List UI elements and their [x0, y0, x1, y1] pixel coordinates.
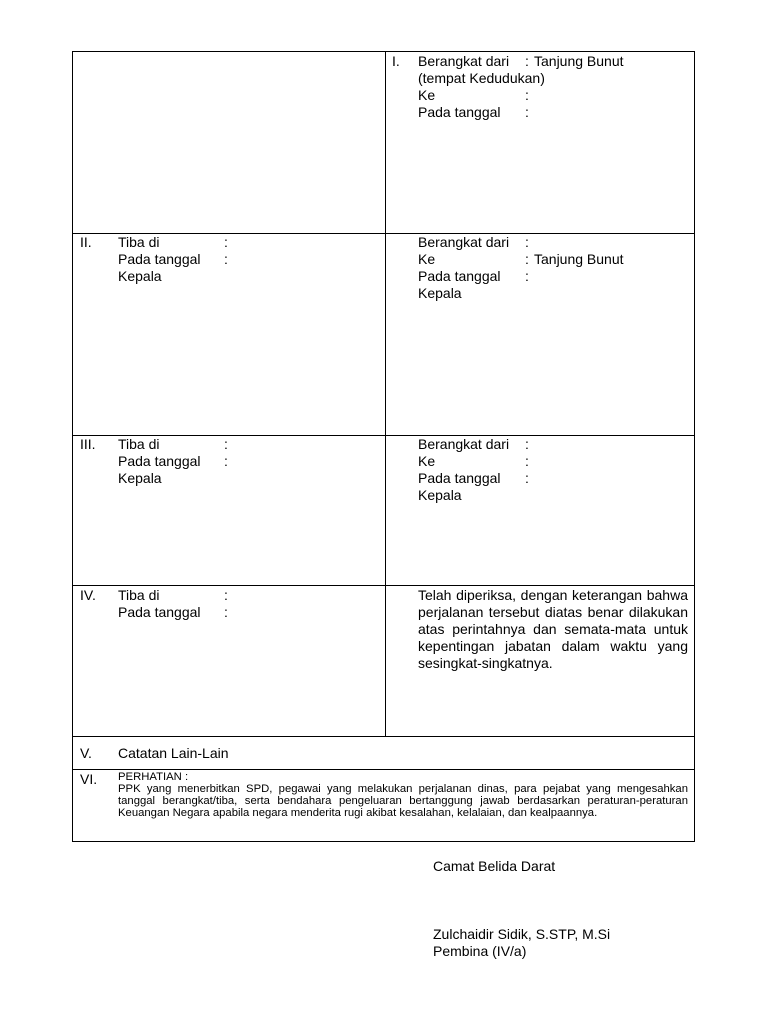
tiba-label: Tiba di	[118, 436, 160, 452]
perhatian-heading: PERHATIAN :	[118, 771, 189, 783]
tanggal-row	[418, 470, 688, 487]
signature-rank: Pembina (IV/a)	[433, 943, 527, 959]
perhatian-text: PPK yang menerbitkan SPD, pegawai yang melakukan perjalanan dinas, para pejabat yang mengesahkan tanggal berangkat/tiba, serta bendahara pengeluaran bertanggung jawab berdasarkan peraturan-peraturan Keuangan Negara apabila negara menderita rugi akibat kesalahan, kelalaian, dan kealpaannya.	[118, 783, 688, 819]
column-divider	[385, 51, 386, 737]
colon: :	[224, 234, 228, 250]
colon: :	[224, 587, 228, 603]
berangkat-row	[418, 234, 688, 251]
kepala-label: Kepala	[118, 268, 162, 284]
section-number: VI.	[80, 771, 98, 787]
tempat-row	[418, 70, 688, 87]
catatan-title: Catatan Lain-Lain	[118, 745, 229, 761]
row-divider-4	[72, 736, 695, 737]
colon: :	[224, 251, 228, 267]
tanggal-label: Pada tanggal	[418, 104, 501, 120]
section-number: II.	[80, 234, 92, 250]
tanggal-label: Pada tanggal	[418, 470, 501, 486]
tiba-row	[118, 234, 378, 251]
colon: :	[525, 53, 529, 69]
kepala-row	[418, 487, 688, 504]
colon: :	[525, 268, 529, 284]
kepala-label: Kepala	[118, 470, 162, 486]
ke-row	[418, 87, 688, 104]
colon: :	[525, 251, 529, 267]
tanggal-row	[118, 453, 378, 470]
colon: :	[224, 436, 228, 452]
signature-position: Camat Belida Darat	[433, 858, 556, 874]
tanggal-label: Pada tanggal	[418, 268, 501, 284]
section-number: I.	[392, 53, 400, 69]
berangkat-row	[418, 436, 688, 453]
spd-form-table	[72, 51, 695, 842]
colon: :	[525, 470, 529, 486]
kepala-row	[418, 285, 688, 302]
berangkat-value: Tanjung Bunut	[534, 53, 624, 69]
tanggal-row	[418, 104, 688, 121]
ke-label: Ke	[418, 251, 436, 267]
colon: :	[224, 453, 228, 469]
section-number: V.	[80, 745, 92, 761]
tiba-row	[118, 587, 378, 604]
tanggal-label: Pada tanggal	[118, 251, 201, 267]
ke-label: Ke	[418, 453, 436, 469]
tanggal-row	[118, 251, 378, 268]
row-divider-3	[72, 585, 695, 586]
colon: :	[525, 453, 529, 469]
kepala-label: Kepala	[418, 285, 462, 301]
tempat-label: (tempat Kedudukan)	[418, 70, 545, 86]
table-border-right	[694, 51, 695, 842]
colon: :	[525, 104, 529, 120]
ke-value: Tanjung Bunut	[534, 251, 624, 267]
tiba-label: Tiba di	[118, 234, 160, 250]
kepala-row	[118, 470, 378, 487]
kepala-label: Kepala	[418, 487, 462, 503]
ke-label: Ke	[418, 87, 436, 103]
table-border-top	[72, 51, 695, 52]
colon: :	[525, 87, 529, 103]
tiba-row	[118, 436, 378, 453]
berangkat-label: Berangkat dari	[418, 436, 510, 452]
tanggal-label: Pada tanggal	[118, 604, 201, 620]
colon: :	[224, 604, 228, 620]
tanggal-label: Pada tanggal	[118, 453, 201, 469]
table-border-bottom	[72, 841, 695, 842]
berangkat-row	[418, 53, 688, 70]
section-number: IV.	[80, 587, 96, 603]
ke-row	[418, 453, 688, 470]
section-number: III.	[80, 436, 96, 452]
tiba-label: Tiba di	[118, 587, 160, 603]
section-4-right	[418, 587, 688, 672]
signature-name: Zulchaidir Sidik, S.STP, M.Si	[433, 926, 611, 942]
colon: :	[525, 234, 529, 250]
kepala-row	[118, 268, 378, 285]
ke-row	[418, 251, 688, 268]
verification-statement: Telah diperiksa, dengan keterangan bahwa perjalanan tersebut diatas benar dilakukan atas perintahnya dan semata-mata untuk kepentingan jabatan dalam waktu yang sesingkat-singkatnya.	[418, 587, 688, 671]
table-border-left	[72, 51, 73, 842]
tanggal-row	[118, 604, 378, 621]
row-divider-5	[72, 769, 695, 770]
colon: :	[525, 436, 529, 452]
tanggal-row	[418, 268, 688, 285]
berangkat-label: Berangkat dari	[418, 234, 510, 250]
berangkat-label: Berangkat dari	[418, 53, 510, 69]
